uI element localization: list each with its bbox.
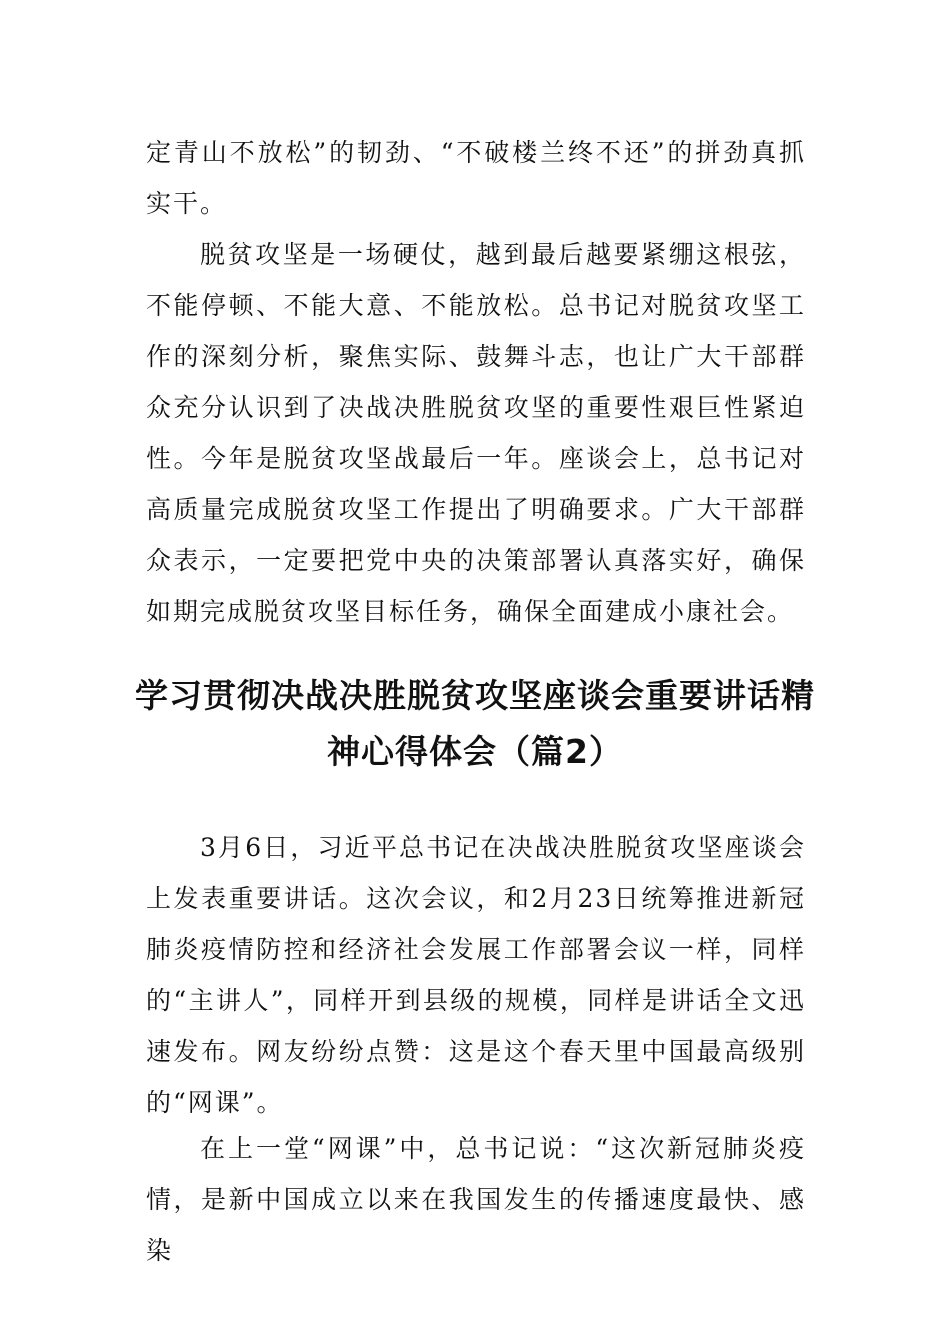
paragraph-3: 在上一堂“网课”中，总书记说：“这次新冠肺炎疫情，是新中国成立以来在我国发生的传播速度最快、感染: [146, 1134, 806, 1265]
section-title: 学习贯彻决战决胜脱贫攻坚座谈会重要讲话精神心得体会（篇2）: [135, 676, 815, 771]
paragraph-2: 3月6日，习近平总书记在决战决胜脱贫攻坚座谈会上发表重要讲话。这次会议，和2月23日统筹推进新冠肺炎疫情防控和经济社会发展工作部署会议一样，同样的“主讲人”，同样开到县级的规模，同样是讲话全文迅速发布。网友纷纷点赞：这是这个春天里中国最高级别的“网课”。: [146, 833, 806, 1117]
paragraph-continuation: 定青山不放松”的韧劲、“不破楼兰终不还”的拼劲真抓实干。: [146, 138, 806, 218]
paragraph-1: 脱贫攻坚是一场硬仗，越到最后越要紧绷这根弦，不能停顿、不能大意、不能放松。总书记对脱贫攻坚工作的深刻分析，聚焦实际、鼓舞斗志，也让广大干部群众充分认识到了决战决胜脱贫攻坚的重要性艰巨性紧迫性。今年是脱贫攻坚战最后一年。座谈会上，总书记对高质量完成脱贫攻坚工作提出了明确要求。广大干部群众表示，一定要把党中央的决策部署认真落实好，确保如期完成脱贫攻坚目标任务，确保全面建成小康社会。: [146, 240, 806, 626]
